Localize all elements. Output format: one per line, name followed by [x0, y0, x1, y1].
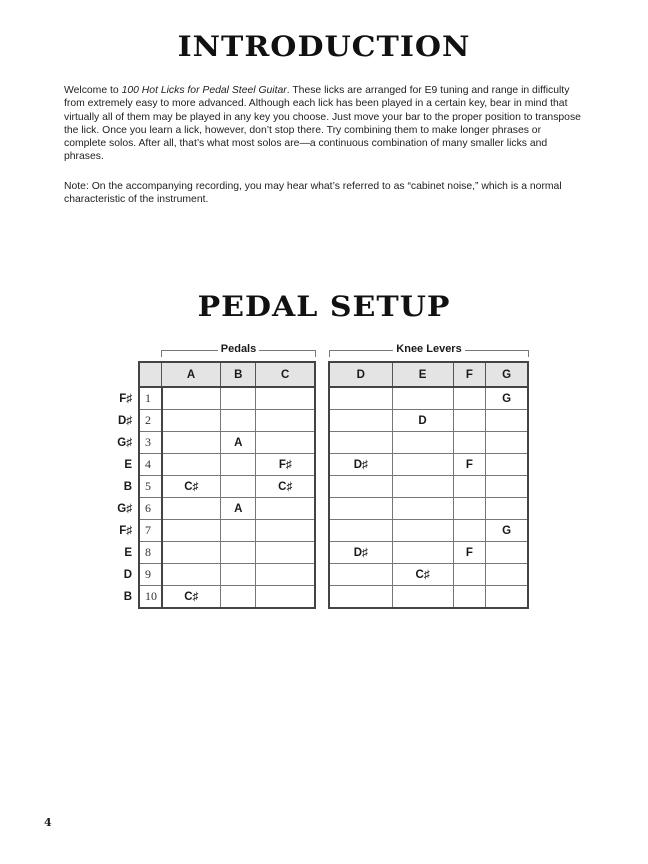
knee-cell: [329, 476, 392, 498]
knee-row: [329, 564, 528, 586]
pedal-cell: [256, 542, 315, 564]
page-number: 4: [44, 816, 52, 829]
knee-cell: F: [453, 542, 486, 564]
pedal-row: [139, 520, 315, 542]
knee-cell: [453, 520, 486, 542]
string-note-label: G♯: [117, 437, 132, 449]
pedal-cell: [256, 520, 315, 542]
knee-column-header: F: [453, 362, 486, 387]
knee-cell: [329, 387, 392, 410]
knee-cell: [486, 564, 528, 586]
pedal-cell: A: [221, 498, 256, 520]
pedal-cell: [256, 432, 315, 454]
string-number: 9: [139, 564, 162, 586]
knee-cell: [486, 410, 528, 432]
pedal-row: [139, 498, 315, 520]
knee-cell: [486, 454, 528, 476]
knee-cell: D: [392, 410, 453, 432]
string-note-label: E: [124, 459, 132, 471]
knee-cell: [329, 564, 392, 586]
pedal-cell: [162, 410, 221, 432]
pedal-cell: [162, 520, 221, 542]
string-note-label: F♯: [119, 525, 132, 537]
pedal-cell: [256, 564, 315, 586]
knee-cell: [486, 432, 528, 454]
pedal-cell: C♯: [256, 476, 315, 498]
string-note-label: E: [124, 547, 132, 559]
knee-cell: F: [453, 454, 486, 476]
knee-cell: [392, 586, 453, 609]
pedal-cell: F♯: [256, 454, 315, 476]
knee-header-row: [329, 362, 528, 387]
knee-cell: C♯: [392, 564, 453, 586]
book-title: 100 Hot Licks for Pedal Steel Guitar: [121, 85, 287, 96]
knee-column-header: E: [392, 362, 453, 387]
string-note-label: B: [123, 591, 132, 603]
knee-cell: G: [486, 520, 528, 542]
pedal-row: [139, 542, 315, 564]
string-number: 3: [139, 432, 162, 454]
pedals-label-text: Pedals: [218, 343, 259, 355]
knee-cell: D♯: [329, 454, 392, 476]
knee-cell: [453, 586, 486, 609]
corner-cell: [139, 362, 162, 387]
knee-row: [329, 454, 528, 476]
knee-cell: [392, 520, 453, 542]
string-note-label: D: [123, 569, 132, 581]
pedal-cell: [221, 520, 256, 542]
pedal-row: [139, 432, 315, 454]
knee-cell: G: [486, 387, 528, 410]
pedal-cell: [162, 498, 221, 520]
knee-cell: [329, 432, 392, 454]
pedal-cell: [221, 410, 256, 432]
knee-row: [329, 520, 528, 542]
pedal-cell: C♯: [162, 476, 221, 498]
pedal-row: [139, 454, 315, 476]
pedal-cell: [162, 564, 221, 586]
knee-cell: [486, 498, 528, 520]
pedal-cell: [221, 542, 256, 564]
pedal-cell: [256, 498, 315, 520]
knee-row: [329, 498, 528, 520]
pedals-table: [138, 361, 316, 609]
pedal-setup-heading: PEDAL SETUP: [197, 291, 451, 324]
pedal-cell: [256, 410, 315, 432]
knee-cell: [329, 586, 392, 609]
pedal-cell: [221, 387, 256, 410]
knee-cell: [329, 520, 392, 542]
knee-row: [329, 476, 528, 498]
string-number: 2: [139, 410, 162, 432]
intro-paragraph: [64, 84, 584, 164]
knee-row: [329, 542, 528, 564]
intro-text-start: Welcome to: [64, 85, 122, 96]
string-number: 7: [139, 520, 162, 542]
knee-cell: [453, 410, 486, 432]
pedal-row: [139, 586, 315, 609]
knee-cell: [392, 387, 453, 410]
knee-cell: D♯: [329, 542, 392, 564]
knee-levers-table: [328, 361, 529, 609]
pedal-column-header: A: [162, 362, 221, 387]
string-note-label: B: [123, 481, 132, 493]
introduction-heading: INTRODUCTION: [177, 31, 471, 64]
knee-cell: [392, 454, 453, 476]
pedal-cell: A: [221, 432, 256, 454]
pedal-cell: [221, 476, 256, 498]
string-note-label: D♯: [117, 415, 132, 427]
knee-cell: [453, 564, 486, 586]
knee-cell: [392, 542, 453, 564]
pedal-cell: [162, 432, 221, 454]
note-paragraph: Note: On the accompanying recording, you may hear what’s referred to as “cabinet noise,” which is a normal characteristic of the instrument.: [64, 181, 562, 206]
knee-cell: [453, 498, 486, 520]
knee-row: [329, 410, 528, 432]
knee-cell: [486, 542, 528, 564]
knee-cell: [392, 498, 453, 520]
string-number: 5: [139, 476, 162, 498]
knee-column-header: D: [329, 362, 392, 387]
intro-text-rest: . These licks are arranged for E9 tuning and range in difficulty from extremely easy to more advanced. Although each lick has been played in a certain key, bear in mind that virtually all of them may be played in any key you choose. Just move your bar to the proper position to transpose the lick. Once you learn a lick, however, don’t stop there. Try combining them to make longer phrases or complete solos. After all, that’s what most solos are—a continuous combination of many smaller licks and phrases.: [64, 85, 581, 163]
knee-row: [329, 432, 528, 454]
knee-cell: [392, 476, 453, 498]
pedal-row: [139, 410, 315, 432]
pedal-row: [139, 476, 315, 498]
pedal-row: [139, 387, 315, 410]
knee-cell: [392, 432, 453, 454]
knee-levers-label-text: Knee Levers: [393, 343, 464, 355]
string-note-label: G♯: [117, 503, 132, 515]
pedal-cell: [221, 454, 256, 476]
knee-cell: [453, 432, 486, 454]
string-number: 4: [139, 454, 162, 476]
pedal-cell: [162, 542, 221, 564]
pedal-cell: [162, 387, 221, 410]
pedal-cell: [256, 586, 315, 609]
string-number: 1: [139, 387, 162, 410]
pedal-column-header: B: [221, 362, 256, 387]
knee-cell: [329, 410, 392, 432]
knee-row: [329, 387, 528, 410]
pedal-column-header: C: [256, 362, 315, 387]
string-note-label: F♯: [119, 393, 132, 405]
knee-cell: [453, 387, 486, 410]
pedals-group-label: [161, 343, 316, 357]
knee-cell: [486, 586, 528, 609]
knee-row: [329, 586, 528, 609]
pedal-cell: [162, 454, 221, 476]
knee-levers-group-label: [329, 343, 529, 357]
pedal-cell: [256, 387, 315, 410]
knee-cell: [453, 476, 486, 498]
knee-column-header: G: [486, 362, 528, 387]
pedals-header-row: [139, 362, 315, 387]
pedal-cell: [221, 586, 256, 609]
pedal-cell: C♯: [162, 586, 221, 609]
knee-cell: [486, 476, 528, 498]
string-number: 10: [139, 586, 162, 609]
pedal-row: [139, 564, 315, 586]
knee-cell: [329, 498, 392, 520]
string-number: 6: [139, 498, 162, 520]
string-number: 8: [139, 542, 162, 564]
pedal-cell: [221, 564, 256, 586]
